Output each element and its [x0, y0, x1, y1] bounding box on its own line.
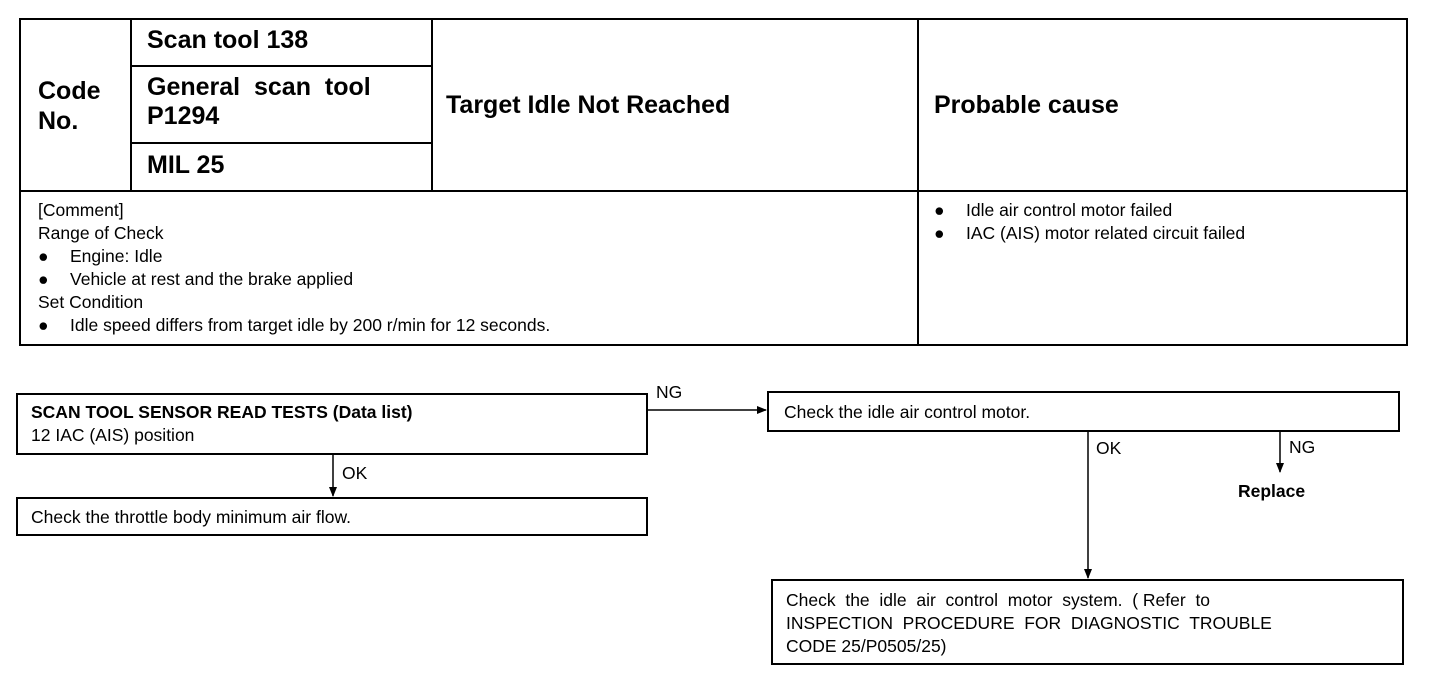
code-label-line-1: Code — [38, 77, 101, 105]
page-title: Target Idle Not Reached — [446, 91, 731, 119]
bullet-icon: ● — [934, 223, 945, 243]
set-condition-label: Set Condition — [38, 292, 144, 312]
bullet-icon: ● — [38, 246, 49, 266]
set-item: ● Idle speed differs from target idle by 200 r/min for 12 seconds. — [38, 315, 551, 335]
ok-label: OK — [342, 463, 368, 483]
replace-label: Replace — [1238, 481, 1306, 501]
range-of-check-label: Range of Check — [38, 223, 164, 243]
scan-tool-code: Scan tool 138 — [147, 26, 309, 54]
probable-cause-item: ● IAC (AIS) motor related circuit failed — [934, 223, 1246, 243]
scan-tool-tests-title: SCAN TOOL SENSOR READ TESTS (Data list) — [31, 402, 413, 422]
bullet-icon: ● — [38, 315, 49, 335]
bullet-icon: ● — [934, 200, 945, 220]
mil-code: MIL 25 — [147, 151, 225, 179]
probable-cause-heading: Probable cause — [934, 91, 1119, 119]
iac-check-box — [767, 391, 1400, 432]
scan-tool-tests-box — [16, 393, 648, 455]
ok-label: OK — [1096, 438, 1122, 458]
bullet-icon: ● — [38, 269, 49, 289]
code-label-line-2: No. — [38, 107, 79, 135]
system-check-line-3: CODE 25/P0505/25) — [786, 636, 947, 656]
general-scan-tool-line-2: P1294 — [147, 102, 220, 130]
scan-tool-tests-item: 12 IAC (AIS) position — [31, 425, 195, 445]
comment-label: [Comment] — [38, 200, 124, 220]
range-item: ● Engine: Idle — [38, 246, 163, 266]
ng-label: NG — [656, 382, 683, 402]
range-item: ● Vehicle at rest and the brake applied — [38, 269, 354, 289]
throttle-check-text: Check the throttle body minimum air flow. — [31, 507, 351, 527]
iac-system-check-box — [771, 579, 1404, 665]
general-scan-tool-line-1: General scan tool — [147, 73, 371, 101]
system-check-line-1: Check the idle air control motor system. ( Refer to — [786, 590, 1211, 610]
throttle-check-box — [16, 497, 648, 536]
ng-label: NG — [1289, 437, 1316, 457]
system-check-line-2: INSPECTION PROCEDURE FOR DIAGNOSTIC TROUBLE — [786, 613, 1272, 633]
iac-check-text: Check the idle air control motor. — [784, 402, 1031, 422]
probable-cause-item: ● Idle air control motor failed — [934, 200, 1173, 220]
